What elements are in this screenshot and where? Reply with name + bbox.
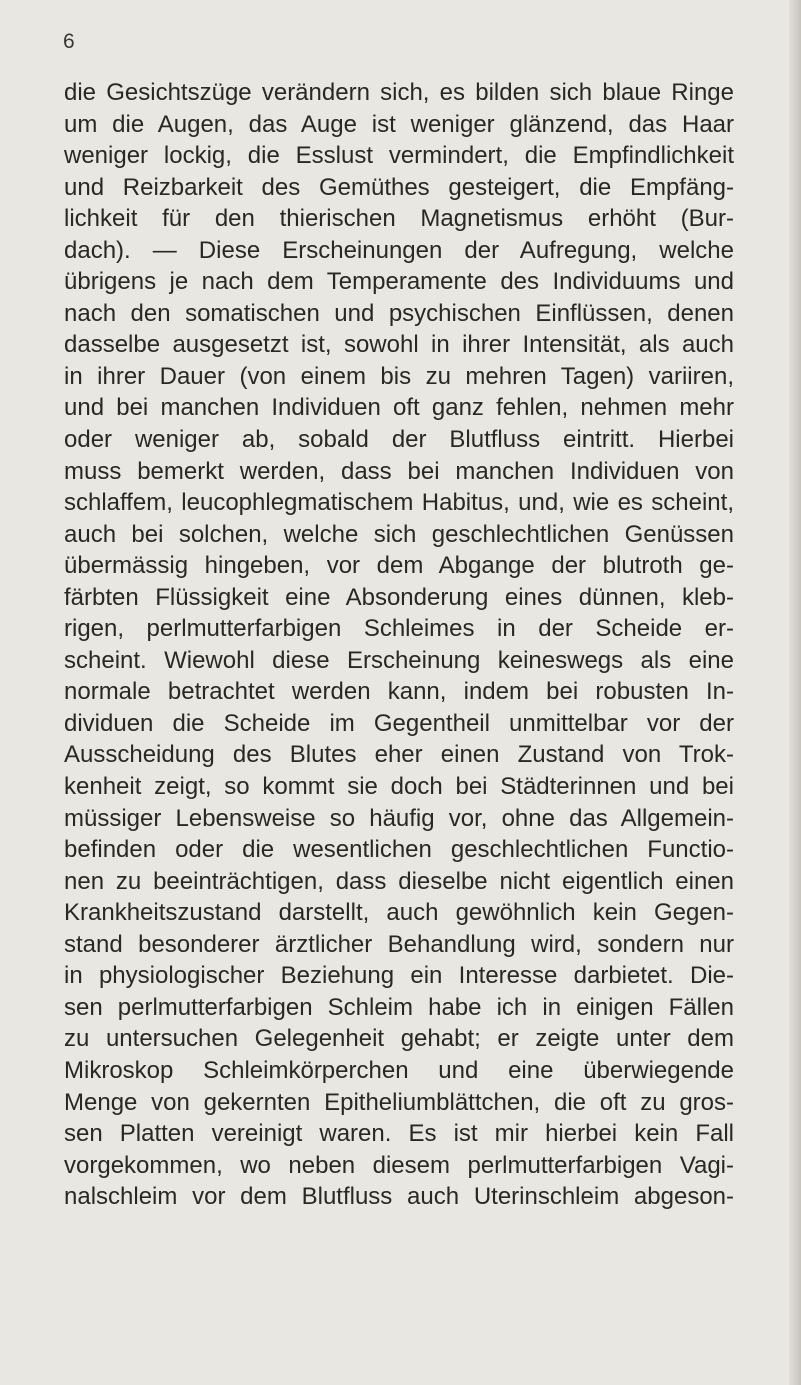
text-line: nalschleim vor dem Blutfluss auch Uterinschleim abgeson- <box>64 1183 734 1211</box>
text-line: auch bei solchen, welche sich geschlechtlichen Genüssen <box>64 520 734 548</box>
text-line: nach den somatischen und psychischen Einflüssen, denen <box>64 299 734 327</box>
text-line: übrigens je nach dem Temperamente des Individuums und <box>64 268 734 296</box>
text-line: müssiger Lebensweise so häufig vor, ohne das Allgemein- <box>64 804 734 832</box>
page-edge <box>789 0 801 1385</box>
text-line: Ausscheidung des Blutes eher einen Zustand von Trok- <box>64 741 734 769</box>
text-line: Krankheitszustand darstellt, auch gewöhnlich kein Gegen- <box>64 899 734 927</box>
text-line: normale betrachtet werden kann, indem bei robusten In- <box>64 678 734 706</box>
text-line: übermässig hingeben, vor dem Abgange der blutroth ge- <box>64 552 734 580</box>
text-line: Menge von gekernten Epitheliumblättchen, die oft zu gros- <box>64 1088 734 1116</box>
text-line: scheint. Wiewohl diese Erscheinung keineswegs als eine <box>64 646 734 674</box>
text-line: Mikroskop Schleimkörperchen und eine überwiegende <box>64 1056 734 1084</box>
text-line: und Reizbarkeit des Gemüthes gesteigert, die Empfäng- <box>64 173 734 201</box>
text-line: in physiologischer Beziehung ein Interesse darbietet. Die- <box>64 962 734 990</box>
text-line: weniger lockig, die Esslust vermindert, die Empfindlichkeit <box>64 142 734 170</box>
text-line: kenheit zeigt, so kommt sie doch bei Städterinnen und bei <box>64 773 734 801</box>
text-line: die Gesichtszüge verändern sich, es bilden sich blaue Ringe <box>64 79 734 106</box>
text-line: muss bemerkt werden, dass bei manchen Individuen von <box>64 457 734 485</box>
text-line: in ihrer Dauer (von einem bis zu mehren Tagen) variiren, <box>64 362 734 390</box>
text-line: nen zu beeinträchtigen, dass dieselbe nicht eigentlich einen <box>64 867 734 895</box>
text-line: sen Platten vereinigt waren. Es ist mir hierbei kein Fall <box>64 1120 734 1148</box>
text-line: stand besonderer ärztlicher Behandlung wird, sondern nur <box>64 930 734 958</box>
text-line: zu untersuchen Gelegenheit gehabt; er zeigte unter dem <box>64 1025 734 1053</box>
text-line: dividuen die Scheide im Gegentheil unmittelbar vor der <box>64 709 734 737</box>
text-line: schlaffem, leucophlegmatischem Habitus, und, wie es scheint, <box>64 489 734 517</box>
text-line: lichkeit für den thierischen Magnetismus erhöht (Bur- <box>64 205 734 233</box>
body-text <box>64 77 734 1213</box>
text-line: färbten Flüssigkeit eine Absonderung eines dünnen, kleb- <box>64 583 734 611</box>
text-line: dasselbe ausgesetzt ist, sowohl in ihrer Intensität, als auch <box>64 331 734 359</box>
text-line: befinden oder die wesentlichen geschlechtlichen Functio- <box>64 836 734 864</box>
text-line: rigen, perlmutterfarbigen Schleimes in der Scheide er- <box>64 615 734 643</box>
text-line: dach). — Diese Erscheinungen der Aufregung, welche <box>64 236 734 264</box>
text-line: oder weniger ab, sobald der Blutfluss eintritt. Hierbei <box>64 426 734 454</box>
text-line: und bei manchen Individuen oft ganz fehlen, nehmen mehr <box>64 394 734 422</box>
text-line: sen perlmutterfarbigen Schleim habe ich in einigen Fällen <box>64 993 734 1021</box>
text-line: vorgekommen, wo neben diesem perlmutterfarbigen Vagi- <box>64 1151 734 1179</box>
page-number: 6 <box>63 30 75 53</box>
text-line: um die Augen, das Auge ist weniger glänzend, das Haar <box>64 110 734 138</box>
